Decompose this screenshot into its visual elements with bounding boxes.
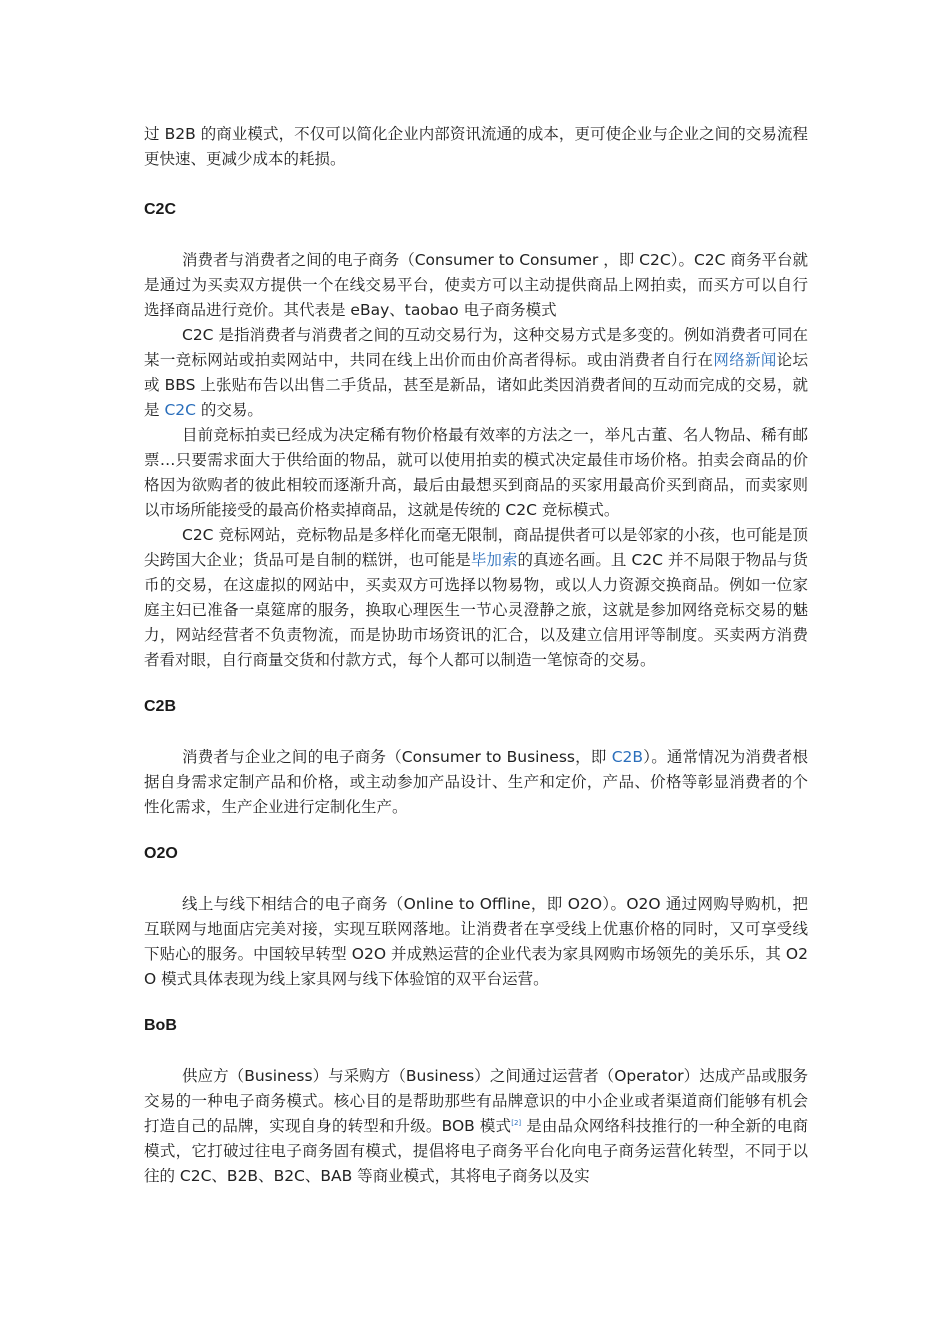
c2b-paragraph-1 <box>144 745 808 820</box>
c2c-paragraph-2-text-b: 论坛或 BBS 上张贴布告以出售二手货品，甚至是新品，诸如此类因消费者间的互动而完成的交易，就是 <box>144 351 808 419</box>
c2c-paragraph-4-text-b: 的真迹名画。且 C2C 并不局限于物品与货币的交易，在这虚拟的网站中，买卖双方可选择以物易物，或以人力资源交换商品。例如一位家庭主妇已准备一桌筵席的服务，换取心理医生一节心灵澄静之旅，这就是参加网络竞标交易的魅力，网站经营者不负责物流，而是协助市场资讯的汇合，以及建立信用评等制度。买卖两方消费者看对眼，自行商量交货和付款方式，每个人都可以制造一笔惊奇的交易。 <box>144 551 808 669</box>
c2c-paragraph-2-text-a: C2C 是指消费者与消费者之间的互动交易行为，这种交易方式是多变的。例如消费者可同在某一竞标网站或拍卖网站中，共同在线上出价而由价高者得标。或由消费者自行在 <box>144 326 808 369</box>
c2c-paragraph-3: 目前竞标拍卖已经成为决定稀有物价格最有效率的方法之一，举凡古董、名人物品、稀有邮票…只要需求面大于供给面的物品，就可以使用拍卖的模式决定最佳市场价格。拍卖会商品的价格因为欲购者的彼此相较而逐渐升高，最后由最想买到商品的买家用最高价买到商品，而卖家则以市场所能接受的最高价格卖掉商品，这就是传统的 C2C 竞标模式。 <box>144 426 808 519</box>
section-heading-o2o: O2O <box>144 845 178 862</box>
c2c-paragraph-2 <box>144 323 808 423</box>
c2c-paragraph-4 <box>144 523 808 673</box>
section-heading-c2c: C2C <box>144 201 177 218</box>
c2c-paragraph-1: 消费者与消费者之间的电子商务（Consumer to Consumer ，即 C2C）。C2C 商务平台就是通过为买卖双方提供一个在线交易平台，使卖方可以主动提供商品上网拍卖，而买方可以自行选择商品进行竞价。其代表是 eBay、taobao 电子商务模式 <box>144 251 808 319</box>
c2c-paragraph-2-text-c: 的交易。 <box>195 401 263 419</box>
intro-paragraph: 过 B2B 的商业模式，不仅可以简化企业内部资讯流通的成本，更可使企业与企业之间的交易流程更快速、更减少成本的耗损。 <box>144 125 808 168</box>
bob-paragraph-1 <box>144 1064 808 1189</box>
o2o-paragraph-1: 线上与线下相结合的电子商务（Online to Offline，即 O2O）。O2O 通过网购导购机，把互联网与地面店完美对接，实现互联网落地。让消费者在享受线上优惠价格的同时，又可享受线下贴心的服务。中国较早转型 O2O 并成熟运营的企业代表为家具网购市场领先的美乐乐，其 O2O 模式具体表现为线上家具网与线下体验馆的双平台运营。 <box>144 895 808 988</box>
document-page <box>144 122 808 1189</box>
c2b-paragraph-1-text-b: ）。通常情况为消费者根据自身需求定制产品和价格，或主动参加产品设计、生产和定价，产品、价格等彰显消费者的个性化需求，生产企业进行定制化生产。 <box>144 748 808 816</box>
reference-marker[interactable]: [2] <box>511 1118 522 1127</box>
link-network-news[interactable]: 网络新闻 <box>713 351 777 369</box>
c2b-paragraph-1-text-a: 消费者与企业之间的电子商务（Consumer to Business，即 <box>182 748 612 766</box>
section-heading-bob: BoB <box>144 1017 177 1034</box>
bob-paragraph-1-text-a: 供应方（Business）与采购方（Business）之间通过运营者（Operator）达成产品或服务交易的一种电子商务模式。核心目的是帮助那些有品牌意识的中小企业或者渠道商们能够有机会打造自己的品牌，实现自身的转型和升级。BOB 模式 <box>144 1067 808 1135</box>
link-c2c[interactable]: C2C <box>164 401 196 419</box>
c2c-paragraph-4-text-a: C2C 竞标网站，竞标物品是多样化而毫无限制，商品提供者可以是邻家的小孩，也可能是顶尖跨国大企业；货品可是自制的糕饼，也可能是 <box>144 526 808 569</box>
link-c2b[interactable]: C2B <box>611 748 644 766</box>
section-heading-c2b: C2B <box>144 698 177 715</box>
link-picasso[interactable]: 毕加索 <box>470 551 518 569</box>
bob-paragraph-1-text-b: 是由品众网络科技推行的一种全新的电商模式，它打破过往电子商务固有模式，提倡将电子商务平台化向电子商务运营化转型，不同于以往的 C2C、B2B、B2C、BAB 等商业模式，其将电子商务以及实 <box>144 1117 809 1185</box>
